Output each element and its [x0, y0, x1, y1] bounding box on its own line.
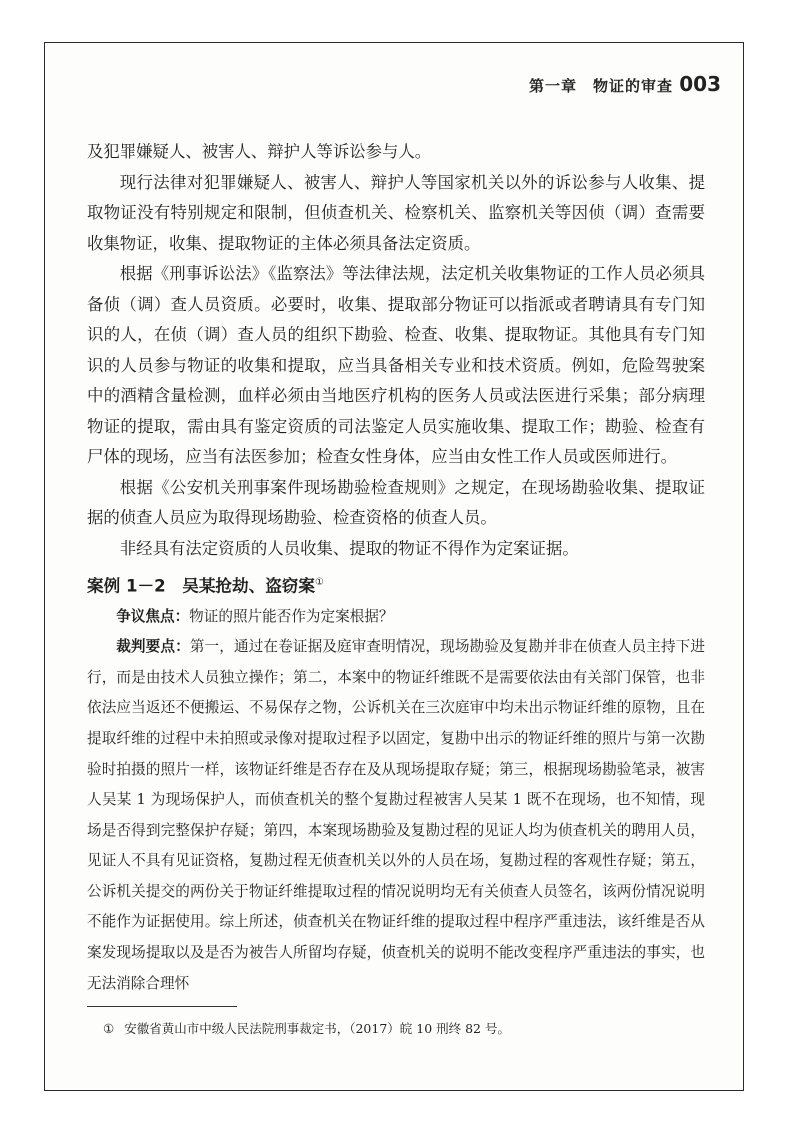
footnote-mark: ①: [103, 1021, 115, 1036]
paragraph: 根据《刑事诉讼法》《监察法》等法律法规，法定机关收集物证的工作人员必须具备侦（调）查人员资质。必要时，收集、提取部分物证可以指派或者聘请具有专门知识的人，在侦（调）查人员的组织下勘验、检查、收集、提取物证。其他具有专门知识的人员参与物证的收集和提取，应当具备相关专业和技术资质。例如，危险驾驶案中的酒精含量检测，血样必须由当地医疗机构的医务人员或法医进行采集；部分病理物证的提取，需由具有鉴定资质的司法鉴定人员实施收集、提取工作；勘验、检查有尸体的现场，应当有法医参加；检查女性身体，应当由女性工作人员或医师进行。: [87, 264, 705, 466]
page-number: 003: [679, 72, 721, 96]
ruling-text: 第一，通过在卷证据及庭审查明情况，现场勘验及复勘并非在侦查人员主持下进行，而是由技术人员独立操作；第二，本案中的物证纤维既不是需要依法由有关部门保管，也非依法应当返还不便搬运、不易保存之物，公诉机关在三次庭审中均未出示物证纤维的原物，且在提取纤维的过程中未拍照或录像对提取过程予以固定，复勘中出示的物证纤维的照片与第一次勘验时拍摄的照片一样，该物证纤维是否存在及从现场提取存疑；第三，根据现场勘验笔录，被害人吴某 1 为现场保护人，而侦查机关的整个复勘过程被害人吴某 1 既不在现场，也不知情，现场是否得到完整保护存疑；第四，本案现场勘验及复勘过程的见证人均为侦查机关的聘用人员，见证人不具有见证资格，复勘过程无侦查机关以外的人员在场，复勘过程的客观性存疑；第五，公诉机关提交的两份关于物证纤维提取过程的情况说明均无有关侦查人员签名，该两份情况说明不能作为证据使用。综上所述，侦查机关在物证纤维的提取过程中程序严重违法，该纤维是否从案发现场提取以及是否为被告人所留均存疑，侦查机关的说明不能改变程序严重违法的事实，也无法消除合理怀: [87, 638, 705, 992]
ruling-points: [87, 632, 705, 999]
chapter-label: 第一章 物证的审查: [528, 77, 673, 95]
case-title: 案例 1－2 吴某抢劫、盗窃案: [87, 576, 315, 596]
dispute-focus: [87, 602, 705, 633]
footnote-reference: ①: [315, 577, 324, 588]
footnote-divider: [87, 1006, 237, 1007]
dispute-text: 物证的照片能否作为定案根据？: [189, 607, 394, 625]
footnote: [103, 1019, 703, 1039]
running-header: [45, 43, 743, 135]
dispute-label: 争议焦点：: [116, 607, 190, 625]
ruling-label: 裁判要点：: [116, 638, 190, 656]
paragraph-continuation: 及犯罪嫌疑人、被害人、辩护人等诉讼参与人。: [87, 142, 432, 161]
case-heading: [87, 568, 705, 602]
footnote-text: 安徽省黄山市中级人民法院刑事裁定书，（2017）皖 10 刑终 82 号。: [124, 1021, 510, 1036]
paragraph: 根据《公安机关刑事案件现场勘验检查规则》之规定，在现场勘验收集、提取证据的侦查人员应为取得现场勘验、检查资格的侦查人员。: [87, 477, 705, 527]
paragraph: 非经具有法定资质的人员收集、提取的物证不得作为定案证据。: [119, 538, 579, 558]
paragraph: 现行法律对犯罪嫌疑人、被害人、辩护人等国家机关以外的诉讼参与人收集、提取物证没有特别规定和限制，但侦查机关、检察机关、监察机关等因侦（调）查需要收集物证，收集、提取物证的主体必须具备法定资质。: [87, 172, 705, 253]
page-frame: [44, 42, 744, 1091]
page-body: [87, 137, 705, 999]
